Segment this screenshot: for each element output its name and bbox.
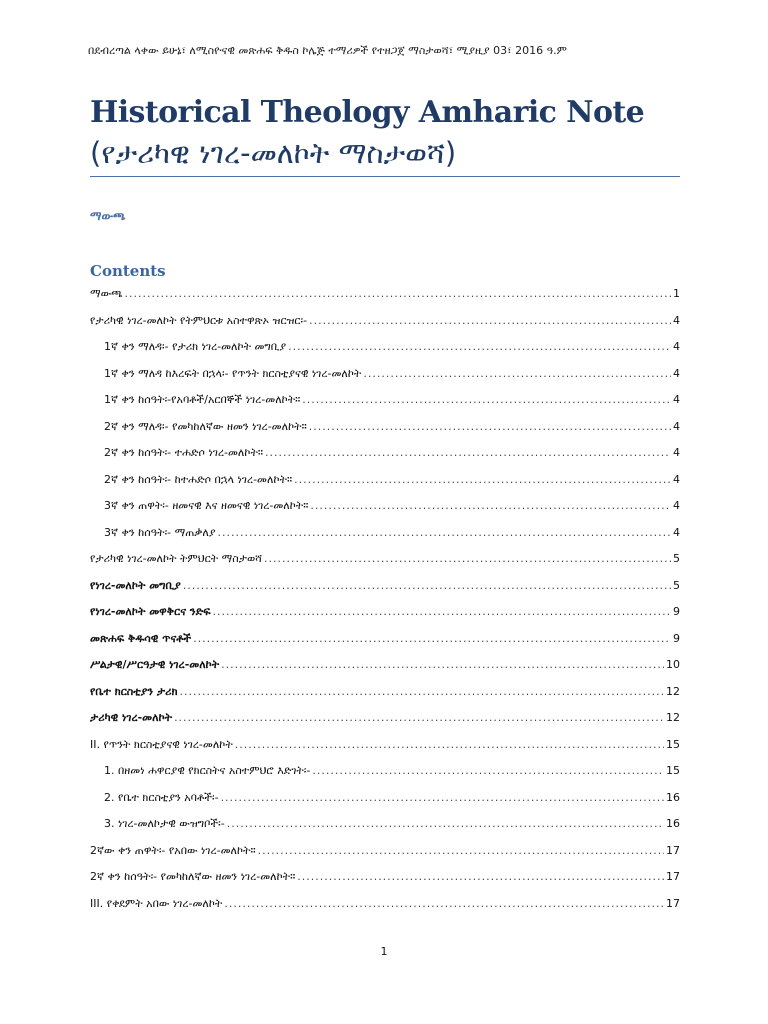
toc-entry[interactable]: [90, 470, 680, 497]
toc-entry-page: 4: [673, 499, 680, 512]
toc-dot-leader: [235, 735, 664, 755]
toc-entry-page: 4: [673, 340, 680, 353]
toc-entry[interactable]: [90, 602, 680, 629]
toc-entry-title: የቤተ ክርስቲያን ታሪክ: [90, 684, 178, 698]
toc-dot-leader: [265, 443, 671, 463]
toc-entry-title: ታሪካዊ ነገረ-መለኮት: [90, 711, 173, 724]
toc-dot-leader: [288, 337, 671, 357]
toc-entry[interactable]: [90, 364, 680, 391]
toc-entry-title: 1ኛ ቀን ከሰዓት፡-የአባቶች/አርበኞች ነገረ-መለኮት።: [104, 393, 301, 406]
toc-dot-leader: [309, 311, 671, 331]
toc-entry-page: 4: [673, 472, 680, 486]
toc-entry-page: 4: [673, 366, 680, 380]
toc-dot-leader: [363, 364, 671, 384]
toc-entry-title: 2ኛው ቀን ጠዋት፡- የአበው ነገረ-መለኮት።: [90, 843, 256, 857]
toc-entry-page: 17: [666, 896, 680, 910]
toc-dot-leader: [309, 417, 671, 437]
toc-entry-page: 1: [673, 287, 680, 300]
toc-entry-title: 3ኛ ቀን ከሰዓት፡- ማጠቃለያ: [104, 525, 216, 539]
toc-entry-title: 1ኛ ቀን ማለዳ፡- የታሪክ ነገረ-መለኮት መግቢያ: [104, 340, 287, 353]
toc-entry-page: 5: [673, 552, 680, 565]
toc-entry[interactable]: [90, 629, 680, 656]
toc-entry-page: 4: [673, 313, 680, 327]
toc-entry-title: 2ኛ ቀን ከሰዓት፡- ከተሐድሶ በኋላ ነገረ-መለኮት።: [104, 472, 293, 486]
toc-entry-title: III. የቀደምት አበው ነገረ-መለኮት: [90, 896, 223, 910]
toc-entry-page: 10: [666, 658, 680, 671]
toc-entry-title: 3. ነገረ-መለኮታዊ ውዝግቦች፡-: [104, 817, 225, 830]
toc-entry-title: መጽሐፍ ቅዱሳዊ ጥናቶች: [90, 631, 192, 645]
toc-entry-title: የታሪካዊ ነገረ-መለኮት ትምህርት ማስታወሻ: [90, 552, 262, 565]
toc-entry-title: 1ኛ ቀን ማለዳ ከእረፍት በኋላ፡- የጥንት ክርስቲያናዊ ነገረ-መለኮት: [104, 366, 362, 380]
toc-entry[interactable]: [90, 576, 680, 603]
toc-entry-page: 17: [666, 843, 680, 857]
toc-dot-leader: [294, 470, 671, 490]
toc-entry[interactable]: [90, 894, 680, 921]
title-english: Historical Theology Amharic Note: [90, 95, 645, 130]
title-divider: [90, 176, 680, 177]
toc-dot-leader: [213, 602, 672, 622]
toc-dot-leader: [221, 655, 664, 675]
table-of-contents: [90, 284, 680, 920]
toc-entry-page: 4: [673, 525, 680, 539]
toc-dot-leader: [174, 708, 664, 728]
toc-entry-title: የነገረ-መለኮት መግቢያ: [90, 578, 181, 592]
toc-entry-page: 12: [666, 684, 680, 698]
toc-entry-page: 12: [666, 711, 680, 724]
toc-entry-title: 3ኛ ቀን ጠዋት፡- ዘመናዊ እና ዘመናዊ ነገረ-መለኮት።: [104, 499, 309, 512]
toc-dot-leader: [221, 788, 664, 808]
toc-entry-title: 1. በዘመነ ሐዋርያዊ የክርስትና አስተምህሮ እድገት፡-: [104, 764, 311, 777]
toc-entry-page: 15: [666, 737, 680, 751]
toc-entry[interactable]: [90, 284, 680, 311]
contents-heading: Contents: [90, 262, 166, 280]
toc-dot-leader: [183, 576, 671, 596]
toc-entry[interactable]: [90, 682, 680, 709]
toc-entry-page: 17: [666, 870, 680, 883]
toc-dot-leader: [312, 761, 664, 781]
toc-entry[interactable]: [90, 496, 680, 523]
toc-entry-page: 9: [673, 605, 680, 618]
toc-entry[interactable]: [90, 814, 680, 841]
toc-entry[interactable]: [90, 390, 680, 417]
title-amharic: (የታሪካዊ ነገረ-መለኮት ማስታወሻ): [90, 136, 457, 170]
toc-dot-leader: [227, 814, 664, 834]
toc-entry-page: 4: [673, 419, 680, 433]
toc-entry[interactable]: [90, 311, 680, 338]
toc-entry-page: 15: [666, 764, 680, 777]
toc-subheading: ማውጫ: [90, 209, 126, 223]
toc-dot-leader: [224, 894, 664, 914]
toc-entry-page: 5: [673, 578, 680, 592]
toc-entry-title: 2ኛ ቀን ከሰዓት፡- ተሐድሶ ነገረ-መለኮት።: [104, 446, 264, 459]
toc-entry-title: II. የጥንት ክርስቲያናዊ ነገረ-መለኮት: [90, 737, 233, 751]
running-header: በደብረጣል ላቀው ይሁኔ፣ ለሚስዮናዊ መጽሐፍ ቅዱስ ኮሌጅ ተማሪዎች የተዘጋጀ ማስታወሻ፣ ሚያዚያ 03፣ 2016 ዓ.ም: [88, 44, 567, 57]
toc-entry[interactable]: [90, 549, 680, 576]
toc-entry[interactable]: [90, 523, 680, 550]
toc-entry-title: 2ኛ ቀን ከሰዓት፡- የመካከለኛው ዘመን ነገረ-መለኮት።: [90, 870, 296, 883]
toc-entry[interactable]: [90, 443, 680, 470]
toc-dot-leader: [258, 841, 664, 861]
toc-entry-title: 2ኛ ቀን ማለዳ፡- የመካከለኛው ዘመን ነገረ-መለኮት።: [104, 419, 307, 433]
toc-dot-leader: [297, 867, 664, 887]
toc-dot-leader: [180, 682, 664, 702]
page-number: 1: [380, 945, 388, 958]
toc-dot-leader: [218, 523, 671, 543]
toc-entry[interactable]: [90, 337, 680, 364]
toc-entry[interactable]: [90, 788, 680, 815]
document-title: [90, 93, 644, 173]
toc-entry-page: 16: [666, 790, 680, 804]
toc-entry-title: የታሪካዊ ነገረ-መለኮት የትምህርቱ አስተዋጽኦ ዝርዝር፡-: [90, 313, 308, 327]
toc-entry[interactable]: [90, 761, 680, 788]
toc-entry-page: 4: [673, 393, 680, 406]
toc-entry[interactable]: [90, 841, 680, 868]
toc-dot-leader: [193, 629, 671, 649]
toc-entry-page: 9: [673, 631, 680, 645]
toc-entry[interactable]: [90, 655, 680, 682]
toc-entry-title: ሥልታዊ/ሥርዓታዊ ነገረ-መለኮት: [90, 658, 220, 671]
toc-entry[interactable]: [90, 708, 680, 735]
toc-dot-leader: [310, 496, 671, 516]
toc-entry-page: 4: [673, 446, 680, 459]
toc-entry-title: የነገረ-መለኮት መዋቅርና ንድፍ: [90, 605, 211, 618]
toc-entry-page: 16: [666, 817, 680, 830]
toc-entry-title: ማውጫ: [90, 287, 123, 300]
toc-entry[interactable]: [90, 735, 680, 762]
toc-dot-leader: [264, 549, 671, 569]
toc-entry[interactable]: [90, 417, 680, 444]
toc-entry-title: 2. የቤተ ክርስቲያን አባቶች፡-: [104, 790, 219, 804]
toc-entry[interactable]: [90, 867, 680, 894]
toc-dot-leader: [302, 390, 671, 410]
toc-dot-leader: [125, 284, 672, 304]
